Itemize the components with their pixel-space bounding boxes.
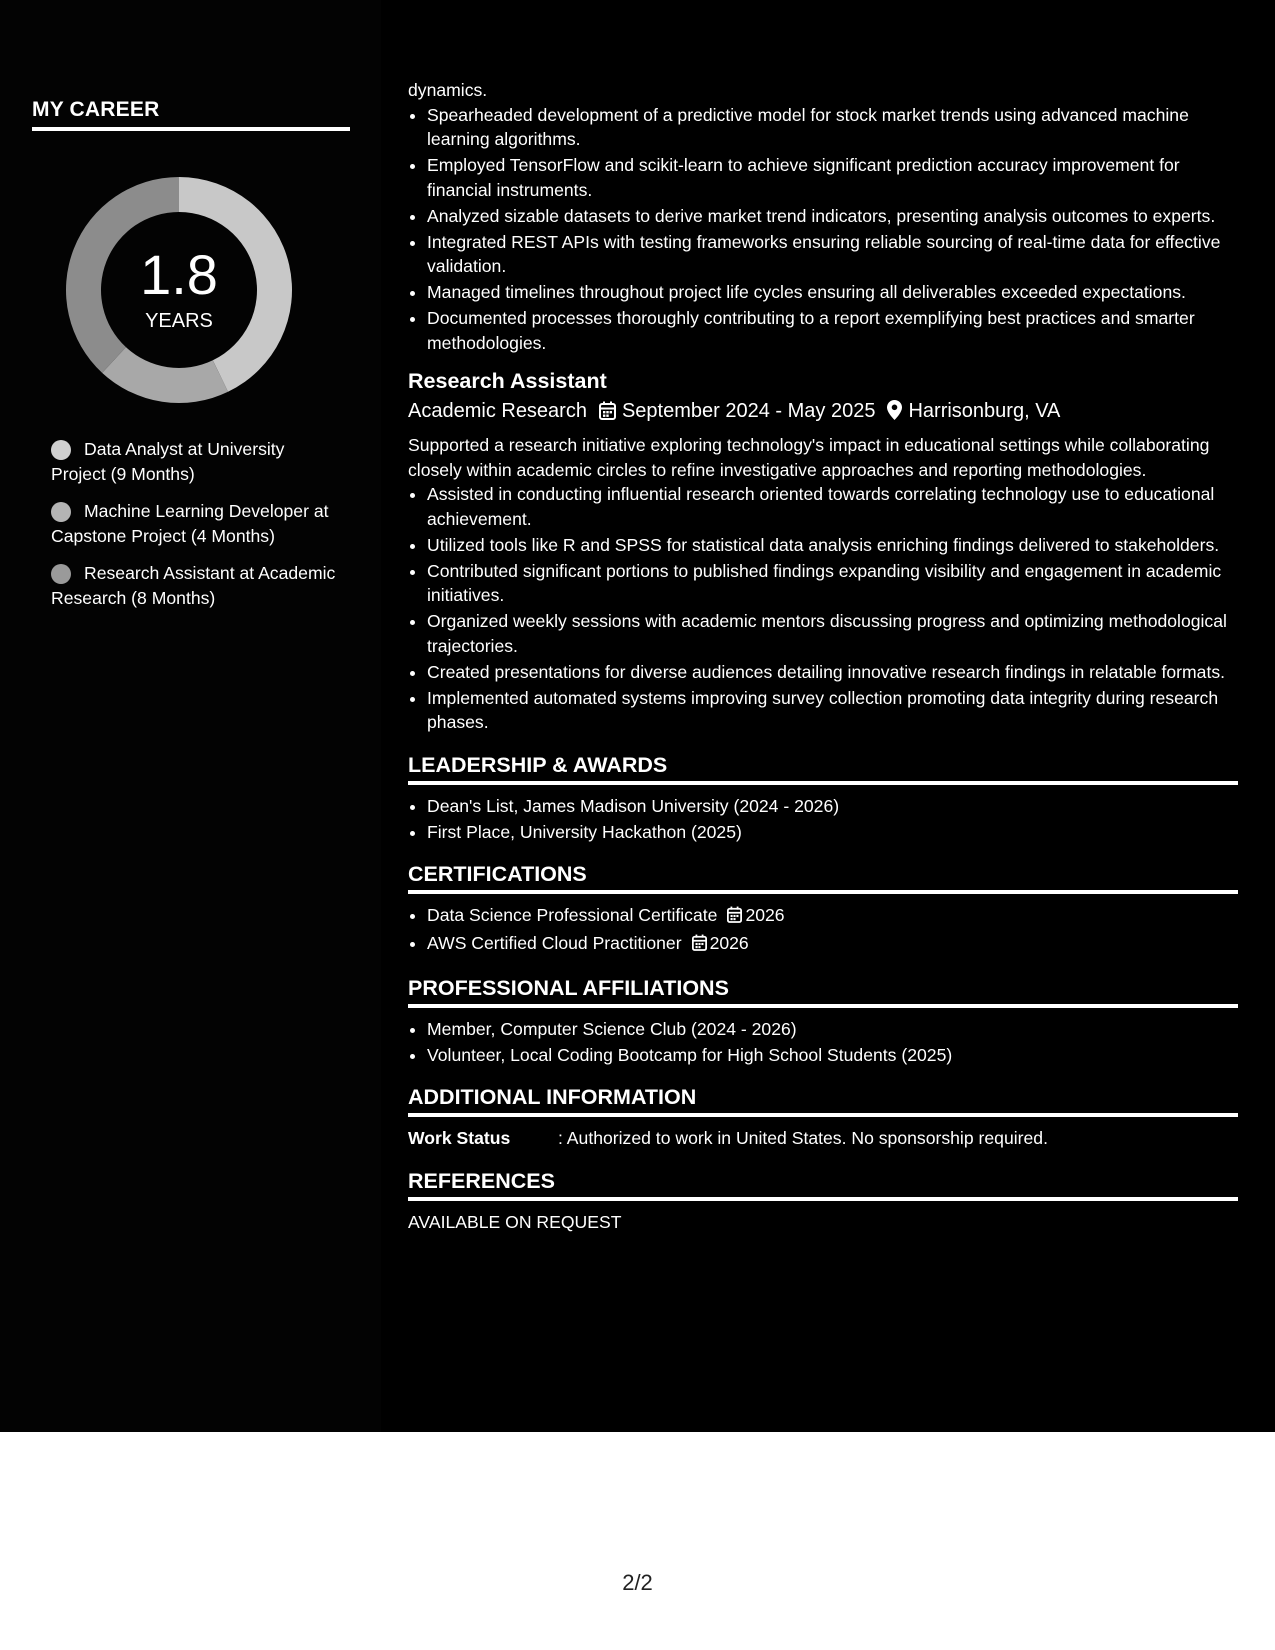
work-status-label: Work Status — [408, 1128, 511, 1148]
affiliation-item: • Member, Computer Science Club (2024 - 2026) — [427, 1017, 1238, 1042]
certifications-list — [408, 903, 1238, 958]
bullet-item: • Integrated REST APIs with testing frameworks ensuring reliable sourcing of real-time data for effective validation. — [427, 230, 1238, 279]
career-dot-icon — [51, 502, 71, 522]
main-content — [408, 78, 1238, 1234]
career-item — [51, 561, 341, 611]
bullet-item: • Documented processes thoroughly contributing to a report exemplifying best practices and smarter methodologies. — [427, 306, 1238, 355]
certification-item — [427, 903, 1238, 930]
career-dot-icon — [51, 440, 71, 460]
affiliations-heading: PROFESSIONAL AFFILIATIONS — [408, 974, 1238, 1008]
page-number: 2/2 — [622, 1570, 653, 1595]
bullet-item: • Utilized tools like R and SPSS for statistical data analysis enriching findings delivered to stakeholders. — [427, 533, 1238, 558]
career-dot-icon — [51, 564, 71, 584]
certification-name: Data Science Professional Certificate — [427, 905, 718, 925]
job-title: Research Assistant — [408, 369, 607, 393]
career-total-value: 1.8 — [140, 243, 218, 306]
bullet-item: • Managed timelines throughout project life cycles ensuring all deliverables exceeded expectations. — [427, 280, 1238, 305]
calendar-icon — [727, 905, 742, 930]
career-item-label: Machine Learning Developer at Capstone Project (4 Months) — [51, 501, 329, 546]
career-item-label: Data Analyst at University Project (9 Months) — [51, 439, 285, 484]
previous-job-continuation: dynamics. — [408, 80, 488, 100]
references-heading: REFERENCES — [408, 1167, 1238, 1201]
award-item: • First Place, University Hackathon (2025) — [427, 820, 1238, 845]
career-total-unit: YEARS — [145, 310, 213, 332]
career-item — [51, 499, 341, 549]
career-item-label: Research Assistant at Academic Research (8 Months) — [51, 563, 336, 608]
affiliations-list — [408, 1017, 1238, 1068]
bullet-item: • Implemented automated systems improving survey collection promoting data integrity during research phases. — [427, 686, 1238, 735]
map-pin-icon — [887, 399, 902, 429]
bullet-item: • Contributed significant portions to published findings expanding visibility and engagement in academic initiatives. — [427, 559, 1238, 608]
leadership-list — [408, 794, 1238, 845]
work-status-row — [408, 1126, 1238, 1151]
career-list — [51, 437, 341, 623]
award-item: • Dean's List, James Madison University (2024 - 2026) — [427, 794, 1238, 819]
bullet-item: • Spearheaded development of a predictive model for stock market trends using advanced machine learning algorithms. — [427, 103, 1238, 152]
career-item — [51, 437, 341, 487]
references-text: AVAILABLE ON REQUEST — [408, 1211, 622, 1232]
certification-year: 2026 — [709, 933, 749, 953]
job-dates: September 2024 - May 2025 — [621, 400, 876, 422]
additional-info-heading: ADDITIONAL INFORMATION — [408, 1083, 1238, 1117]
certifications-heading: CERTIFICATIONS — [408, 860, 1238, 894]
bullet-item: • Created presentations for diverse audiences detailing innovative research findings in relatable formats. — [427, 660, 1238, 685]
bullet-item: • Assisted in conducting influential research oriented towards correlating technology use to educational achievement. — [427, 482, 1238, 531]
job-organization: Academic Research — [408, 400, 587, 422]
donut-segment — [102, 347, 228, 403]
bullet-item: • Analyzed sizable datasets to derive market trend indicators, presenting analysis outcomes to experts. — [427, 204, 1238, 229]
job-summary: Supported a research initiative exploring technology's impact in educational settings while collaborating closely within academic circles to refine investigative approaches and reporting methodologies. — [408, 435, 1210, 480]
sidebar — [0, 0, 381, 1432]
certification-year: 2026 — [745, 905, 785, 925]
previous-job-bullets — [408, 103, 1238, 356]
leadership-heading: LEADERSHIP & AWARDS — [408, 751, 1238, 785]
bullet-item: • Organized weekly sessions with academic mentors discussing progress and optimizing methodological trajectories. — [427, 609, 1238, 658]
career-heading: MY CAREER — [32, 98, 350, 131]
certification-name: AWS Certified Cloud Practitioner — [427, 933, 682, 953]
job-location: Harrisonburg, VA — [908, 400, 1061, 422]
career-donut-chart — [66, 177, 292, 403]
certification-item — [427, 931, 1238, 958]
research-job-bullets — [408, 482, 1238, 735]
affiliation-item: • Volunteer, Local Coding Bootcamp for High School Students (2025) — [427, 1043, 1238, 1068]
calendar-icon — [692, 933, 707, 958]
calendar-icon — [599, 399, 616, 429]
work-status-value: : Authorized to work in United States. No sponsorship required. — [558, 1128, 1048, 1148]
bullet-item: • Employed TensorFlow and scikit-learn to achieve significant prediction accuracy improvement for financial instruments. — [427, 153, 1238, 202]
job-meta — [408, 396, 1238, 429]
